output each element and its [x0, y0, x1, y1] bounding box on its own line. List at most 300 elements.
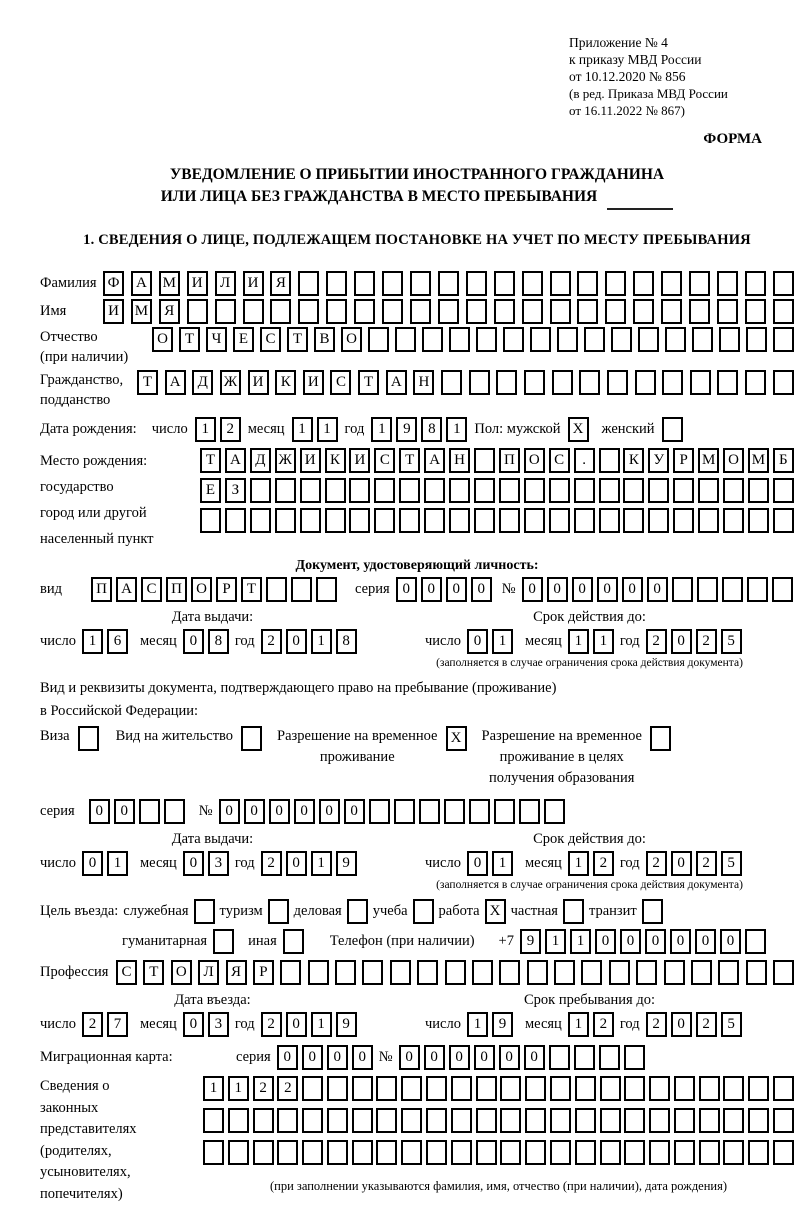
char-box[interactable] [277, 1140, 298, 1165]
char-box[interactable] [187, 299, 208, 324]
char-box[interactable] [552, 370, 573, 395]
char-box[interactable]: И [248, 370, 269, 395]
char-box[interactable] [673, 508, 694, 533]
char-box[interactable] [579, 370, 600, 395]
char-box[interactable] [325, 508, 346, 533]
char-box[interactable] [605, 271, 626, 296]
char-box[interactable] [550, 1076, 571, 1101]
char-box[interactable]: . [574, 448, 595, 473]
char-box[interactable] [326, 271, 347, 296]
char-box[interactable] [522, 271, 543, 296]
char-box[interactable] [633, 271, 654, 296]
char-box[interactable] [253, 1108, 274, 1133]
char-box[interactable]: 1 [568, 1012, 589, 1037]
char-box[interactable] [524, 370, 545, 395]
char-box[interactable] [362, 960, 383, 985]
char-box[interactable] [200, 508, 221, 533]
char-box[interactable]: Д [192, 370, 213, 395]
char-box[interactable] [773, 960, 794, 985]
char-box[interactable]: 1 [371, 417, 392, 442]
char-box[interactable] [773, 370, 794, 395]
char-box[interactable]: И [303, 370, 324, 395]
char-box[interactable]: 2 [696, 851, 717, 876]
char-box[interactable]: 0 [572, 577, 593, 602]
char-box[interactable] [424, 508, 445, 533]
char-box[interactable]: О [191, 577, 212, 602]
char-box[interactable]: С [260, 327, 281, 352]
char-box[interactable]: 0 [89, 799, 110, 824]
char-box[interactable] [302, 1108, 323, 1133]
char-box[interactable] [438, 299, 459, 324]
char-box[interactable]: 0 [446, 577, 467, 602]
char-box[interactable] [213, 929, 234, 954]
char-box[interactable]: Ж [275, 448, 296, 473]
char-box[interactable] [718, 960, 739, 985]
char-box[interactable]: Т [399, 448, 420, 473]
char-box[interactable]: 1 [492, 629, 513, 654]
char-box[interactable]: 9 [396, 417, 417, 442]
char-box[interactable] [503, 327, 524, 352]
char-box[interactable] [773, 508, 794, 533]
char-box[interactable]: С [374, 448, 395, 473]
char-box[interactable]: М [698, 448, 719, 473]
char-box[interactable]: 0 [344, 799, 365, 824]
char-box[interactable]: Ч [206, 327, 227, 352]
char-box[interactable] [283, 929, 304, 954]
char-box[interactable]: С [330, 370, 351, 395]
char-box[interactable] [575, 1140, 596, 1165]
char-box[interactable] [689, 271, 710, 296]
char-box[interactable]: П [499, 448, 520, 473]
char-box[interactable] [300, 508, 321, 533]
char-box[interactable]: Л [198, 960, 219, 985]
char-box[interactable] [524, 478, 545, 503]
char-box[interactable]: Ж [220, 370, 241, 395]
char-box[interactable]: 8 [421, 417, 442, 442]
char-box[interactable] [692, 327, 713, 352]
char-box[interactable] [499, 960, 520, 985]
char-box[interactable] [275, 508, 296, 533]
char-box[interactable]: 9 [520, 929, 541, 954]
char-box[interactable]: 0 [670, 929, 691, 954]
char-box[interactable] [664, 960, 685, 985]
char-box[interactable]: 0 [695, 929, 716, 954]
char-box[interactable]: 1 [593, 629, 614, 654]
char-box[interactable]: 0 [620, 929, 641, 954]
char-box[interactable]: 2 [696, 1012, 717, 1037]
char-box[interactable]: 0 [219, 799, 240, 824]
char-box[interactable]: Т [200, 448, 221, 473]
char-box[interactable] [401, 1108, 422, 1133]
char-box[interactable]: 1 [195, 417, 216, 442]
char-box[interactable] [78, 726, 99, 751]
char-box[interactable] [326, 299, 347, 324]
char-box[interactable] [496, 370, 517, 395]
char-box[interactable] [674, 1108, 695, 1133]
char-box[interactable]: 0 [449, 1045, 470, 1070]
char-box[interactable] [636, 960, 657, 985]
char-box[interactable]: 0 [421, 577, 442, 602]
char-box[interactable] [723, 478, 744, 503]
char-box[interactable] [717, 299, 738, 324]
char-box[interactable] [584, 327, 605, 352]
char-box[interactable] [605, 299, 626, 324]
char-box[interactable] [376, 1076, 397, 1101]
char-box[interactable]: 7 [107, 1012, 128, 1037]
char-box[interactable]: И [103, 299, 124, 324]
char-box[interactable] [399, 508, 420, 533]
char-box[interactable]: С [549, 448, 570, 473]
char-box[interactable] [225, 508, 246, 533]
char-box[interactable] [390, 960, 411, 985]
char-box[interactable] [241, 726, 262, 751]
char-box[interactable] [719, 327, 740, 352]
char-box[interactable] [581, 960, 602, 985]
char-box[interactable] [662, 417, 683, 442]
char-box[interactable] [352, 1140, 373, 1165]
char-box[interactable] [395, 327, 416, 352]
char-box[interactable]: 8 [336, 629, 357, 654]
char-box[interactable] [215, 299, 236, 324]
char-box[interactable] [723, 508, 744, 533]
char-box[interactable] [335, 960, 356, 985]
char-box[interactable] [413, 899, 434, 924]
char-box[interactable] [228, 1140, 249, 1165]
char-box[interactable] [773, 478, 794, 503]
char-box[interactable] [650, 726, 671, 751]
char-box[interactable]: 9 [336, 1012, 357, 1037]
char-box[interactable]: Д [250, 448, 271, 473]
char-box[interactable]: 0 [277, 1045, 298, 1070]
char-box[interactable] [349, 508, 370, 533]
char-box[interactable] [494, 271, 515, 296]
char-box[interactable]: О [171, 960, 192, 985]
char-box[interactable]: 0 [319, 799, 340, 824]
char-box[interactable]: 0 [671, 851, 692, 876]
char-box[interactable] [661, 299, 682, 324]
char-box[interactable]: 0 [286, 1012, 307, 1037]
char-box[interactable] [549, 1045, 570, 1070]
char-box[interactable] [611, 327, 632, 352]
char-box[interactable]: 5 [721, 1012, 742, 1037]
char-box[interactable] [600, 1076, 621, 1101]
char-box[interactable] [194, 899, 215, 924]
char-box[interactable]: М [131, 299, 152, 324]
char-box[interactable] [723, 1108, 744, 1133]
char-box[interactable] [291, 577, 312, 602]
char-box[interactable]: 1 [317, 417, 338, 442]
char-box[interactable] [268, 899, 289, 924]
char-box[interactable] [600, 1140, 621, 1165]
char-box[interactable] [525, 1140, 546, 1165]
char-box[interactable]: 0 [622, 577, 643, 602]
char-box[interactable] [599, 478, 620, 503]
char-box[interactable]: 1 [107, 851, 128, 876]
char-box[interactable]: У [648, 448, 669, 473]
char-box[interactable] [623, 508, 644, 533]
char-box[interactable]: 5 [721, 851, 742, 876]
char-box[interactable] [499, 478, 520, 503]
char-box[interactable] [550, 271, 571, 296]
char-box[interactable]: Н [413, 370, 434, 395]
char-box[interactable] [748, 1076, 769, 1101]
char-box[interactable] [773, 1140, 794, 1165]
char-box[interactable]: 1 [228, 1076, 249, 1101]
char-box[interactable]: Т [241, 577, 262, 602]
char-box[interactable]: Е [200, 478, 221, 503]
char-box[interactable] [426, 1140, 447, 1165]
char-box[interactable] [327, 1076, 348, 1101]
char-box[interactable]: 0 [471, 577, 492, 602]
char-box[interactable] [544, 799, 565, 824]
char-box[interactable] [563, 899, 584, 924]
char-box[interactable]: 0 [286, 851, 307, 876]
char-box[interactable] [349, 478, 370, 503]
char-box[interactable] [476, 1108, 497, 1133]
char-box[interactable] [642, 899, 663, 924]
char-box[interactable]: 5 [721, 629, 742, 654]
char-box[interactable] [723, 1140, 744, 1165]
char-box[interactable]: 3 [208, 851, 229, 876]
char-box[interactable] [451, 1076, 472, 1101]
char-box[interactable]: И [187, 271, 208, 296]
char-box[interactable]: А [424, 448, 445, 473]
char-box[interactable]: 0 [499, 1045, 520, 1070]
char-box[interactable]: 1 [568, 851, 589, 876]
char-box[interactable] [466, 299, 487, 324]
char-box[interactable] [399, 478, 420, 503]
char-box[interactable] [575, 1076, 596, 1101]
char-box[interactable]: 2 [220, 417, 241, 442]
char-box[interactable] [327, 1108, 348, 1133]
char-box[interactable] [530, 327, 551, 352]
char-box[interactable] [673, 478, 694, 503]
char-box[interactable] [277, 1108, 298, 1133]
char-box[interactable]: 2 [82, 1012, 103, 1037]
char-box[interactable]: 0 [720, 929, 741, 954]
char-box[interactable] [476, 1140, 497, 1165]
char-box[interactable]: П [166, 577, 187, 602]
char-box[interactable] [649, 1140, 670, 1165]
char-box[interactable]: О [152, 327, 173, 352]
char-box[interactable] [661, 271, 682, 296]
char-box[interactable] [745, 299, 766, 324]
char-box[interactable] [723, 1076, 744, 1101]
char-box[interactable] [250, 508, 271, 533]
char-box[interactable] [280, 960, 301, 985]
char-box[interactable] [164, 799, 185, 824]
char-box[interactable]: Я [226, 960, 247, 985]
char-box[interactable] [253, 1140, 274, 1165]
char-box[interactable]: П [91, 577, 112, 602]
char-box[interactable] [352, 1108, 373, 1133]
char-box[interactable]: 0 [671, 1012, 692, 1037]
char-box[interactable]: 0 [595, 929, 616, 954]
char-box[interactable] [624, 1140, 645, 1165]
char-box[interactable] [410, 299, 431, 324]
char-box[interactable]: 0 [647, 577, 668, 602]
char-box[interactable] [243, 299, 264, 324]
char-box[interactable]: 2 [593, 1012, 614, 1037]
char-box[interactable] [426, 1076, 447, 1101]
char-box[interactable] [519, 799, 540, 824]
char-box[interactable]: 1 [311, 629, 332, 654]
char-box[interactable] [699, 1076, 720, 1101]
char-box[interactable] [674, 1140, 695, 1165]
char-box[interactable] [369, 799, 390, 824]
char-box[interactable]: А [386, 370, 407, 395]
char-box[interactable]: Н [449, 448, 470, 473]
char-box[interactable] [674, 1076, 695, 1101]
char-box[interactable] [500, 1076, 521, 1101]
char-box[interactable] [422, 327, 443, 352]
char-box[interactable]: Т [179, 327, 200, 352]
char-box[interactable]: 1 [570, 929, 591, 954]
char-box[interactable] [648, 478, 669, 503]
char-box[interactable] [270, 299, 291, 324]
char-box[interactable]: З [225, 478, 246, 503]
char-box[interactable]: Р [216, 577, 237, 602]
char-box[interactable] [472, 960, 493, 985]
char-box[interactable] [549, 478, 570, 503]
char-box[interactable] [347, 899, 368, 924]
char-box[interactable] [500, 1140, 521, 1165]
char-box[interactable] [368, 327, 389, 352]
char-box[interactable]: И [349, 448, 370, 473]
char-box[interactable] [308, 960, 329, 985]
char-box[interactable]: 6 [107, 629, 128, 654]
char-box[interactable] [394, 799, 415, 824]
char-box[interactable] [574, 478, 595, 503]
char-box[interactable]: 0 [467, 851, 488, 876]
char-box[interactable] [401, 1140, 422, 1165]
char-box[interactable]: 9 [492, 1012, 513, 1037]
char-box[interactable] [773, 1108, 794, 1133]
char-box[interactable]: А [116, 577, 137, 602]
char-box[interactable]: 2 [696, 629, 717, 654]
char-box[interactable] [203, 1140, 224, 1165]
char-box[interactable]: 0 [522, 577, 543, 602]
char-box[interactable] [316, 577, 337, 602]
char-box[interactable] [745, 929, 766, 954]
char-box[interactable] [649, 1076, 670, 1101]
char-box[interactable] [298, 299, 319, 324]
char-box[interactable] [374, 478, 395, 503]
char-box[interactable]: 0 [183, 629, 204, 654]
char-box[interactable]: 0 [183, 1012, 204, 1037]
char-box[interactable]: 3 [208, 1012, 229, 1037]
char-box[interactable]: 0 [467, 629, 488, 654]
char-box[interactable] [638, 327, 659, 352]
char-box[interactable] [577, 271, 598, 296]
char-box[interactable] [327, 1140, 348, 1165]
char-box[interactable] [599, 1045, 620, 1070]
char-box[interactable] [354, 271, 375, 296]
char-box[interactable]: Т [287, 327, 308, 352]
char-box[interactable]: В [314, 327, 335, 352]
char-box[interactable] [300, 478, 321, 503]
char-box[interactable] [424, 478, 445, 503]
char-box[interactable] [494, 299, 515, 324]
char-box[interactable] [773, 271, 794, 296]
char-box[interactable]: 2 [646, 629, 667, 654]
char-box[interactable] [500, 1108, 521, 1133]
char-box[interactable]: К [623, 448, 644, 473]
char-box[interactable] [139, 799, 160, 824]
char-box[interactable]: 2 [646, 1012, 667, 1037]
char-box[interactable]: 2 [261, 1012, 282, 1037]
char-box[interactable]: А [131, 271, 152, 296]
char-box[interactable] [476, 327, 497, 352]
char-box[interactable] [382, 299, 403, 324]
char-box[interactable]: К [325, 448, 346, 473]
char-box[interactable] [441, 370, 462, 395]
char-box[interactable]: X [446, 726, 467, 751]
char-box[interactable] [599, 448, 620, 473]
char-box[interactable] [438, 271, 459, 296]
char-box[interactable] [419, 799, 440, 824]
char-box[interactable] [698, 508, 719, 533]
char-box[interactable]: 0 [597, 577, 618, 602]
char-box[interactable] [748, 478, 769, 503]
char-box[interactable] [444, 799, 465, 824]
char-box[interactable] [748, 1108, 769, 1133]
char-box[interactable] [522, 299, 543, 324]
char-box[interactable] [374, 508, 395, 533]
char-box[interactable]: 1 [568, 629, 589, 654]
char-box[interactable] [717, 370, 738, 395]
char-box[interactable] [527, 960, 548, 985]
char-box[interactable] [748, 1140, 769, 1165]
char-box[interactable]: 0 [269, 799, 290, 824]
char-box[interactable] [250, 478, 271, 503]
char-box[interactable]: 0 [424, 1045, 445, 1070]
char-box[interactable] [352, 1076, 373, 1101]
char-box[interactable]: М [159, 271, 180, 296]
char-box[interactable]: К [275, 370, 296, 395]
char-box[interactable] [745, 370, 766, 395]
char-box[interactable] [449, 508, 470, 533]
char-box[interactable]: Л [215, 271, 236, 296]
char-box[interactable] [376, 1108, 397, 1133]
char-box[interactable]: 0 [244, 799, 265, 824]
char-box[interactable] [746, 960, 767, 985]
char-box[interactable] [451, 1108, 472, 1133]
char-box[interactable] [662, 370, 683, 395]
char-box[interactable] [499, 508, 520, 533]
char-box[interactable] [203, 1108, 224, 1133]
char-box[interactable] [599, 508, 620, 533]
char-box[interactable]: 0 [671, 629, 692, 654]
char-box[interactable]: 8 [208, 629, 229, 654]
char-box[interactable]: Я [270, 271, 291, 296]
char-box[interactable]: М [748, 448, 769, 473]
char-box[interactable]: 2 [261, 629, 282, 654]
char-box[interactable] [665, 327, 686, 352]
char-box[interactable]: И [243, 271, 264, 296]
char-box[interactable] [772, 577, 793, 602]
char-box[interactable] [698, 478, 719, 503]
char-box[interactable] [745, 271, 766, 296]
char-box[interactable] [773, 327, 794, 352]
char-box[interactable]: С [141, 577, 162, 602]
char-box[interactable]: 0 [645, 929, 666, 954]
char-box[interactable]: X [485, 899, 506, 924]
char-box[interactable] [525, 1076, 546, 1101]
char-box[interactable] [525, 1108, 546, 1133]
char-box[interactable] [699, 1108, 720, 1133]
char-box[interactable] [600, 1108, 621, 1133]
